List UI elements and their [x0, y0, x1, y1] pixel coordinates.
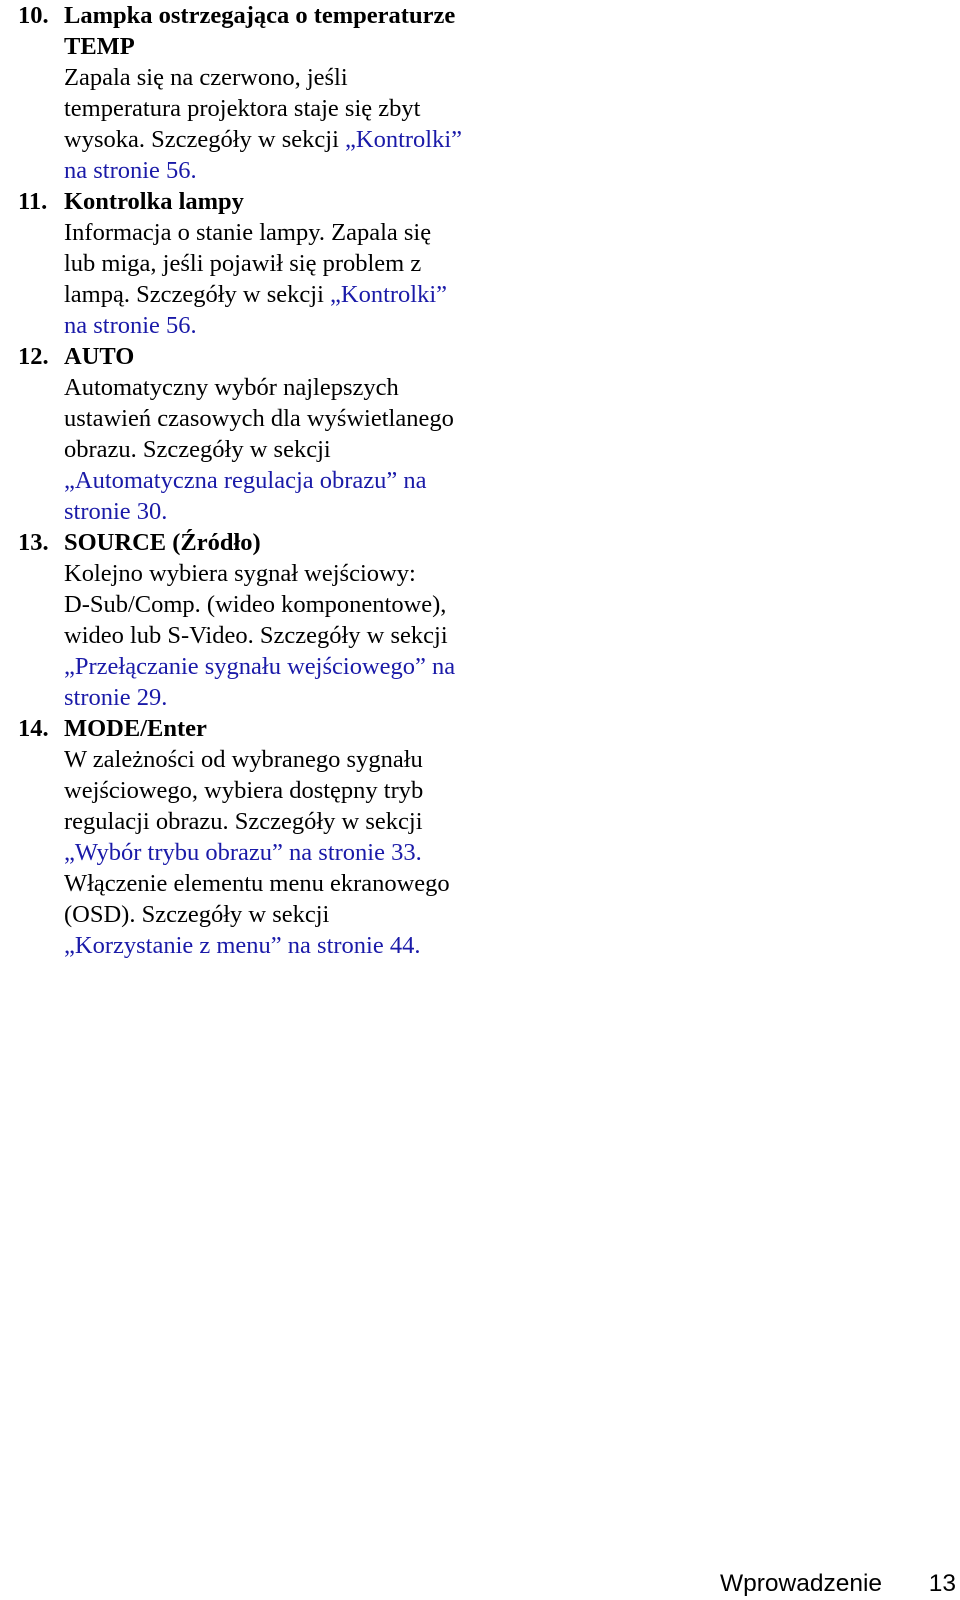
item-text-with-link [18, 279, 478, 310]
item-text: lampą. Szczegóły w sekcji [64, 281, 331, 308]
item-heading [18, 186, 478, 217]
cross-reference-link[interactable]: na stronie 56. [64, 312, 197, 339]
item-text: D-Sub/Comp. (wideo komponentowe), [64, 591, 447, 618]
item-text: regulacji obrazu. Szczegóły w sekcji [64, 808, 423, 835]
item-text: Automatyczny wybór najlepszych [64, 374, 399, 401]
item-text: wejściowego, wybiera dostępny tryb [64, 777, 424, 804]
item-text: obrazu. Szczegóły w sekcji [64, 436, 331, 463]
cross-reference-link[interactable]: „Kontrolki” [330, 281, 448, 308]
item-text: ustawień czasowych dla wyświetlanego [64, 405, 454, 432]
item-text: (OSD). Szczegóły w sekcji [64, 901, 330, 928]
item-text-with-link [18, 651, 478, 682]
item-heading [18, 527, 478, 558]
item-heading [18, 0, 478, 31]
document-body [18, 0, 478, 961]
item-heading [18, 341, 478, 372]
item-text-with-link [18, 837, 478, 868]
item-number: 11. [18, 188, 48, 215]
item-text-with-link [18, 496, 478, 527]
item-text: wysoka. Szczegóły w sekcji [64, 126, 345, 153]
item-title: Kontrolka lampy [64, 188, 244, 215]
list-item [18, 527, 478, 713]
list-item [18, 0, 478, 186]
item-number: 10. [18, 2, 49, 29]
item-text-with-link [18, 310, 478, 341]
cross-reference-link[interactable]: stronie 29. [64, 684, 168, 711]
cross-reference-link[interactable]: „Przełączanie sygnału wejściowego” na [64, 653, 456, 680]
item-number: 14. [18, 715, 49, 742]
cross-reference-link[interactable]: na stronie 56. [64, 157, 197, 184]
item-text-with-link [18, 155, 478, 186]
cross-reference-link[interactable]: „Korzystanie z menu” na stronie 44. [64, 932, 421, 959]
list-item [18, 341, 478, 527]
item-title: SOURCE (Źródło) [64, 529, 261, 556]
cross-reference-link[interactable]: „Automatyczna regulacja obrazu” na [64, 467, 427, 494]
item-title: Lampka ostrzegająca o temperaturze [64, 2, 456, 29]
list-item [18, 186, 478, 341]
item-number: 13. [18, 529, 49, 556]
cross-reference-link[interactable]: stronie 30. [64, 498, 168, 525]
item-text: Włączenie elementu menu ekranowego [64, 870, 450, 897]
item-text: Zapala się na czerwono, jeśli [64, 64, 348, 91]
item-text: Informacja o stanie lampy. Zapala się [64, 219, 432, 246]
list-item [18, 713, 478, 961]
cross-reference-link[interactable]: „Wybór trybu obrazu” na stronie 33. [64, 839, 422, 866]
item-text-with-link [18, 124, 478, 155]
item-text-with-link [18, 465, 478, 496]
item-text: temperatura projektora staje się zbyt [64, 95, 421, 122]
item-number: 12. [18, 343, 49, 370]
item-text: lub miga, jeśli pojawił się problem z [64, 250, 422, 277]
cross-reference-link[interactable]: „Kontrolki” [345, 126, 463, 153]
item-heading-continued [18, 31, 478, 62]
page-footer [720, 1568, 960, 1600]
item-title: MODE/Enter [64, 715, 207, 742]
item-text-with-link [18, 682, 478, 713]
item-heading [18, 713, 478, 744]
item-text: Kolejno wybiera sygnał wejściowy: [64, 560, 416, 587]
page-number: 13 [928, 1570, 956, 1597]
item-title: TEMP [64, 33, 135, 60]
item-text: wideo lub S-Video. Szczegóły w sekcji [64, 622, 448, 649]
item-title: AUTO [64, 343, 135, 370]
item-text: W zależności od wybranego sygnału [64, 746, 423, 773]
item-text-with-link [18, 930, 478, 961]
footer-section-title: Wprowadzenie [720, 1570, 883, 1597]
